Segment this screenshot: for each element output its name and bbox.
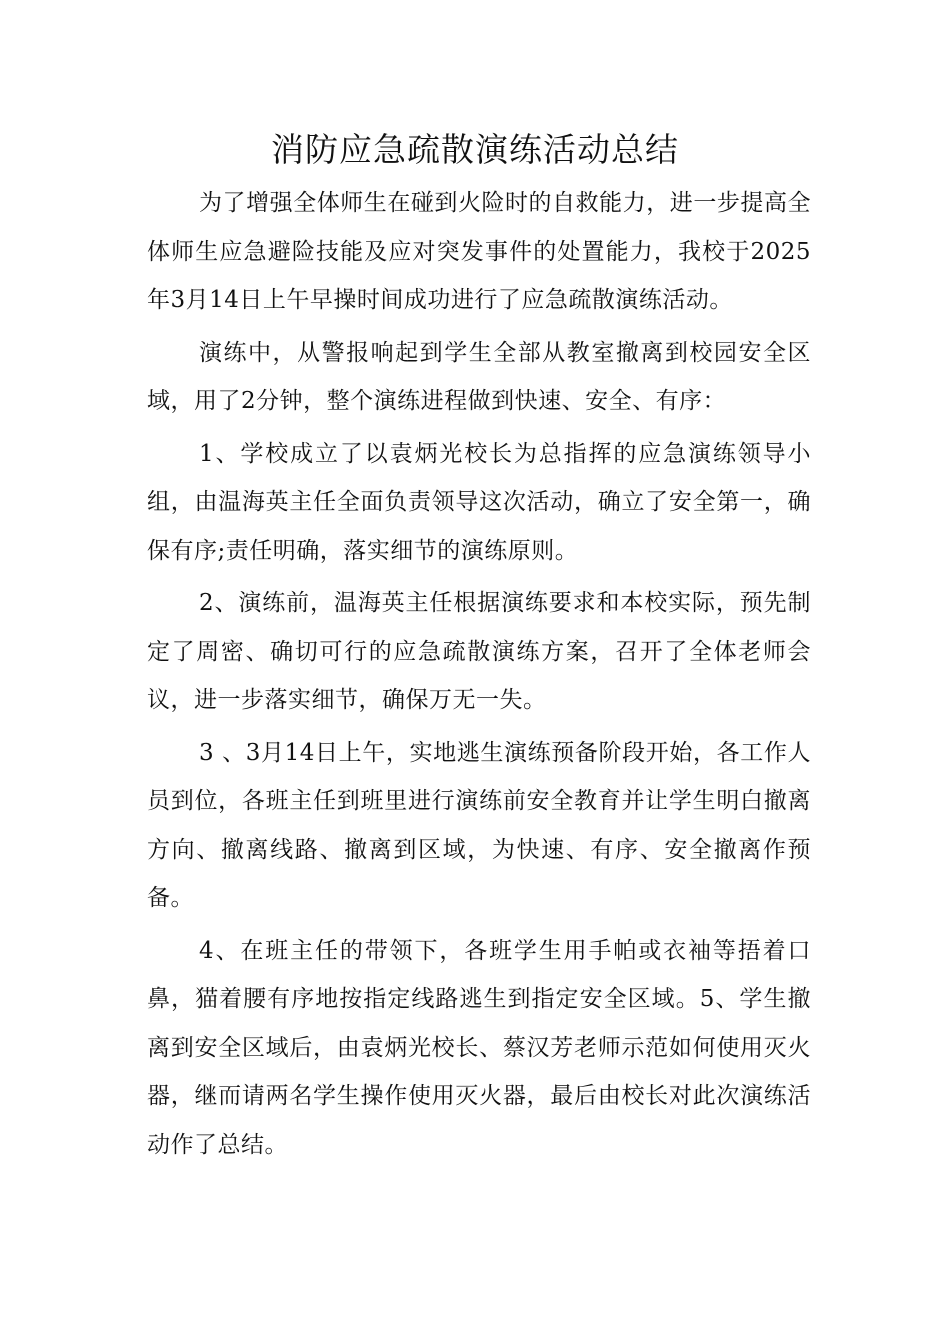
paragraph-item-2: 2、演练前，温海英主任根据演练要求和本校实际，预先制定了周密、确切可行的应急疏散演练方案，召开了全体老师会议，进一步落实细节，确保万无一失。 (147, 590, 811, 713)
paragraph-intro: 为了增强全体师生在碰到火险时的自救能力，进一步提高全体师生应急避险技能及应对突发事件的处置能力，我校于2025年3月14日上午早操时间成功进行了应急疏散演练活动。 (147, 190, 811, 313)
paragraph-item-1: 1、学校成立了以袁炳光校长为总指挥的应急演练领导小组，由温海英主任全面负责领导这次活动，确立了安全第一，确保有序;责任明确，落实细节的演练原则。 (147, 440, 811, 564)
paragraph-drill-overview: 演练中，从警报响起到学生全部从教室撤离到校园安全区域，用了2分钟，整个演练进程做到快速、安全、有序： (147, 339, 811, 414)
paragraph-item-3: 3 、3月14日上午，实地逃生演练预备阶段开始，各工作人员到位，各班主任到班里进行演练前安全教育并让学生明白撤离方向、撤离线路、撤离到区域，为快速、有序、安全撤离作预备。 (147, 739, 811, 911)
document-body (147, 179, 811, 1169)
paragraph-item-4-5: 4、在班主任的带领下，各班学生用手帕或衣袖等捂着口鼻，猫着腰有序地按指定线路逃生到指定安全区域。5、学生撤离到安全区域后，由袁炳光校长、蔡汉芳老师示范如何使用灭火器，继而请两名学生操作使用灭火器，最后由校长对此次演练活动作了总结。 (147, 937, 811, 1158)
document-title: 消防应急疏散演练活动总结 (271, 130, 679, 169)
